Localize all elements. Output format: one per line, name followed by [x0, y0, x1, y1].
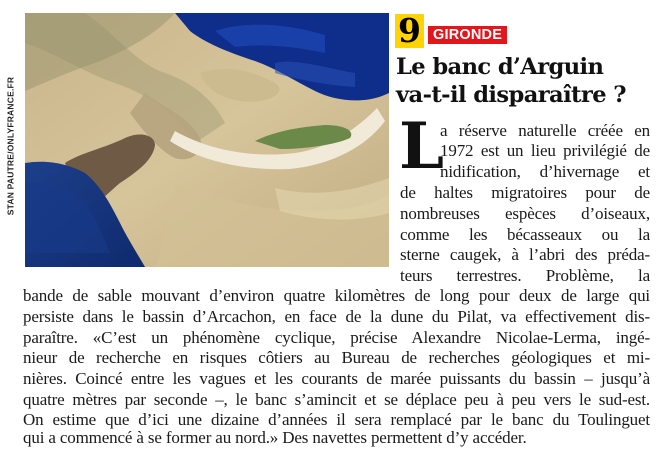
photo-credit	[2, 30, 18, 262]
photo-credit-text: STAN PAUTRE/ONLYFRANCE.FR	[5, 76, 15, 216]
body-line: nombreuses espèces d’oiseaux,	[400, 204, 650, 223]
headline	[396, 53, 658, 109]
body-line: bande de sable mouvant d’environ quatre kilomètres de long pour deux de large qui	[23, 286, 650, 305]
drop-cap: L	[399, 109, 444, 184]
body-line: a réserve naturelle créée en	[440, 121, 650, 140]
body-line: nières. Coincé entre les vagues et les courants de marée puissants du bassin – jusqu’à	[23, 369, 650, 388]
aerial-photo	[25, 13, 389, 267]
article-number-badge: 9	[395, 14, 424, 48]
body-line: sterne caugek, à l’abri des préda-	[400, 245, 650, 264]
body-line: de haltes migratoires pour de	[400, 183, 650, 202]
headline-line-2: va-t-il disparaître ?	[396, 82, 626, 108]
body-line: teurs terrestres. Problème, la	[400, 266, 650, 285]
region-badge: GIRONDE	[428, 26, 507, 44]
body-line: quatre mètres par seconde –, le banc s’amincit et se déplace peu à peu vers le sud-est.	[23, 390, 650, 409]
body-line: comme les bécasseaux ou la	[400, 225, 650, 244]
body-line: qui a commencé à se former au nord.» Des navettes permettent d’y accéder.	[23, 428, 527, 447]
body-line: nidification, d’hivernage et	[440, 162, 650, 181]
body-line: On estime que d’ici une dizaine d’années il sera remplacé par le banc du Toulinguet	[23, 410, 650, 429]
body-line: nieur de recherche en risques côtiers au Bureau de recherches géologiques et mi-	[23, 348, 650, 367]
body-line: persiste dans le bassin d’Arcachon, en face de la dune du Pilat, va effectivement dis-	[23, 307, 650, 326]
body-line: paraître. «C’est un phénomène cyclique, précise Alexandre Nicolae-Lerma, ingé-	[23, 328, 650, 347]
body-line: 1972 est un lieu privilégié de	[440, 141, 650, 160]
headline-line-1: Le banc d’Arguin	[396, 54, 604, 80]
